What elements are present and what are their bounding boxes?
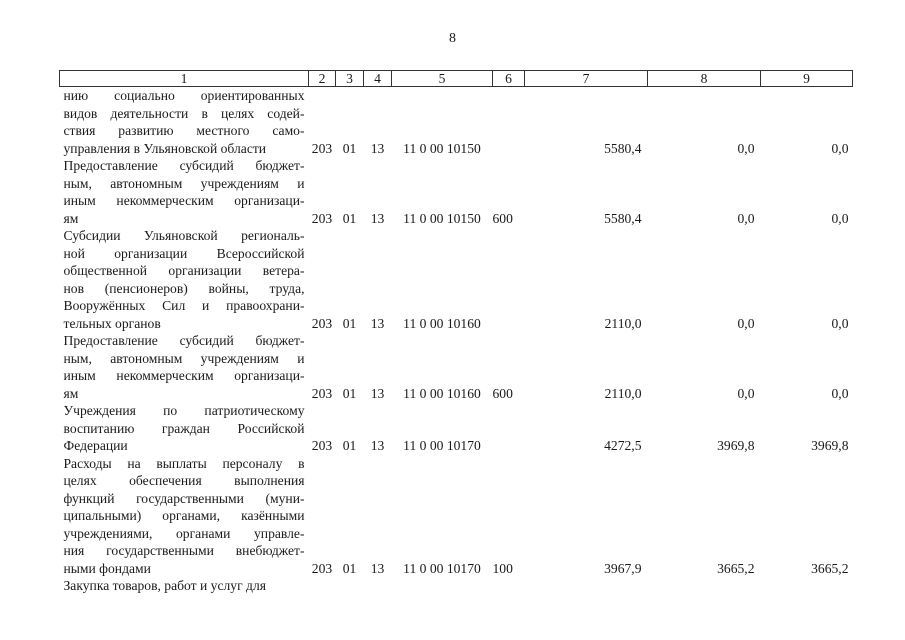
cell-c2: [309, 577, 336, 595]
cell-c2: 203: [311, 560, 333, 576]
cell-c9: 0,0: [831, 385, 849, 401]
cell-c3: [336, 577, 364, 595]
cell-c5: 11 0 00 10150: [403, 140, 481, 156]
cell-c6: 100: [492, 560, 513, 576]
cell-c3: 01: [342, 210, 357, 226]
cell-c3: 01: [342, 438, 357, 453]
cell-c4: 13: [370, 140, 385, 156]
cell-c9: [761, 577, 853, 595]
description-line: функций государственными (муни-: [63, 490, 305, 506]
description-line: Закупка товаров, работ и услуг для: [63, 578, 267, 593]
cell-c4: 13: [370, 438, 385, 453]
column-header-2: 2: [309, 71, 336, 87]
description-line: учреждениями, органами управле-: [63, 525, 305, 541]
cell-c2: 203: [311, 210, 333, 226]
cell-c8: 3665,2: [717, 560, 755, 576]
table-body: [60, 87, 853, 595]
row-description: [60, 455, 309, 578]
cell-c9: 3665,2: [811, 560, 849, 576]
cell-c7: 3967,9: [604, 560, 642, 576]
cell-c5: 11 0 00 10170: [403, 560, 481, 576]
description-line: нию социально ориентированных: [63, 88, 305, 103]
cell-c5: 11 0 00 10150: [403, 210, 481, 226]
description-line: общественной организации ветера-: [63, 263, 305, 278]
cell-c6: [493, 227, 525, 332]
description-line: управления в Ульяновской области: [63, 140, 267, 156]
cell-c9: 3969,8: [811, 438, 849, 453]
cell-c6: 600: [492, 385, 513, 401]
description-line: Предоставление субсидий бюджет-: [63, 333, 305, 348]
row-description: [60, 87, 309, 158]
table-header-row: [60, 71, 853, 87]
description-line: ям: [63, 210, 79, 226]
cell-c2: 203: [311, 385, 333, 401]
description-line: воспитанию граждан Российской: [63, 420, 305, 436]
row-description: [60, 577, 309, 595]
cell-c8: 0,0: [737, 140, 755, 156]
cell-c5: [392, 577, 493, 595]
cell-c8: 0,0: [737, 210, 755, 226]
cell-c6: [493, 577, 525, 595]
table-row: [60, 402, 853, 455]
description-line: Предоставление субсидий бюджет-: [63, 158, 305, 173]
cell-c4: [364, 577, 392, 595]
description-line: видов деятельности в целях содей-: [63, 105, 305, 121]
description-line: ным, автономным учреждениям и: [63, 350, 305, 366]
cell-c3: 01: [342, 560, 357, 576]
description-line: ния государственными внебюджет-: [63, 543, 305, 558]
description-line: ям: [63, 385, 79, 401]
description-line: Субсидии Ульяновской региональ-: [63, 228, 305, 243]
cell-c7: 5580,4: [604, 140, 642, 156]
column-header-6: 6: [493, 71, 525, 87]
description-line: ным, автономным учреждениям и: [63, 175, 305, 191]
cell-c7: 2110,0: [604, 315, 642, 331]
cell-c3: 01: [342, 385, 357, 401]
description-line: Расходы на выплаты персоналу в: [63, 455, 305, 471]
cell-c2: 203: [311, 315, 333, 331]
table-row: [60, 227, 853, 332]
column-header-9: 9: [761, 71, 853, 87]
table-row: [60, 332, 853, 402]
page-number: 8: [449, 31, 456, 46]
cell-c5: 11 0 00 10160: [403, 385, 481, 401]
cell-c4: 13: [370, 315, 385, 331]
cell-c8: 3969,8: [717, 438, 755, 453]
table-row: [60, 577, 853, 595]
description-line: Вооружённых Сил и правоохрани-: [63, 298, 305, 313]
cell-c2: 203: [311, 140, 333, 156]
column-header-7: 7: [525, 71, 648, 87]
description-line: ной организации Всероссийской: [63, 245, 305, 261]
cell-c9: 0,0: [831, 315, 849, 331]
cell-c5: 11 0 00 10160: [403, 315, 481, 331]
cell-c3: 01: [342, 315, 357, 331]
column-header-4: 4: [364, 71, 392, 87]
cell-c8: [648, 577, 761, 595]
cell-c8: 0,0: [737, 315, 755, 331]
cell-c9: 0,0: [831, 140, 849, 156]
cell-c6: [493, 402, 525, 455]
row-description: [60, 332, 309, 402]
table-row: [60, 157, 853, 227]
row-description: [60, 227, 309, 332]
cell-c7: 2110,0: [604, 385, 642, 401]
budget-table: [59, 70, 853, 595]
cell-c7: 4272,5: [604, 438, 642, 453]
cell-c7: [525, 577, 648, 595]
column-header-8: 8: [648, 71, 761, 87]
description-line: тельных органов: [63, 315, 161, 331]
description-line: иным некоммерческим организаци-: [63, 368, 305, 383]
cell-c4: 13: [370, 560, 385, 576]
column-header-3: 3: [336, 71, 364, 87]
row-description: [60, 157, 309, 227]
cell-c2: 203: [311, 438, 333, 453]
description-line: нов (пенсионеров) войны, труда,: [63, 280, 305, 296]
table-row: [60, 87, 853, 158]
cell-c6: [493, 87, 525, 158]
description-line: Учреждения по патриотическому: [63, 403, 305, 418]
cell-c6: 600: [492, 210, 513, 226]
table-row: [60, 455, 853, 578]
description-line: ными фондами: [63, 560, 151, 576]
cell-c5: 11 0 00 10170: [403, 438, 481, 453]
description-line: иным некоммерческим организаци-: [63, 193, 305, 208]
description-line: ствия развитию местного само-: [63, 123, 305, 138]
cell-c3: 01: [342, 140, 357, 156]
cell-c8: 0,0: [737, 385, 755, 401]
description-line: Федерации: [63, 438, 128, 453]
column-header-1: 1: [60, 71, 309, 87]
description-line: целях обеспечения выполнения: [63, 473, 305, 488]
row-description: [60, 402, 309, 455]
column-header-5: 5: [392, 71, 493, 87]
cell-c7: 5580,4: [604, 210, 642, 226]
cell-c9: 0,0: [831, 210, 849, 226]
description-line: ципальными) органами, казёнными: [63, 508, 305, 523]
cell-c4: 13: [370, 385, 385, 401]
cell-c4: 13: [370, 210, 385, 226]
